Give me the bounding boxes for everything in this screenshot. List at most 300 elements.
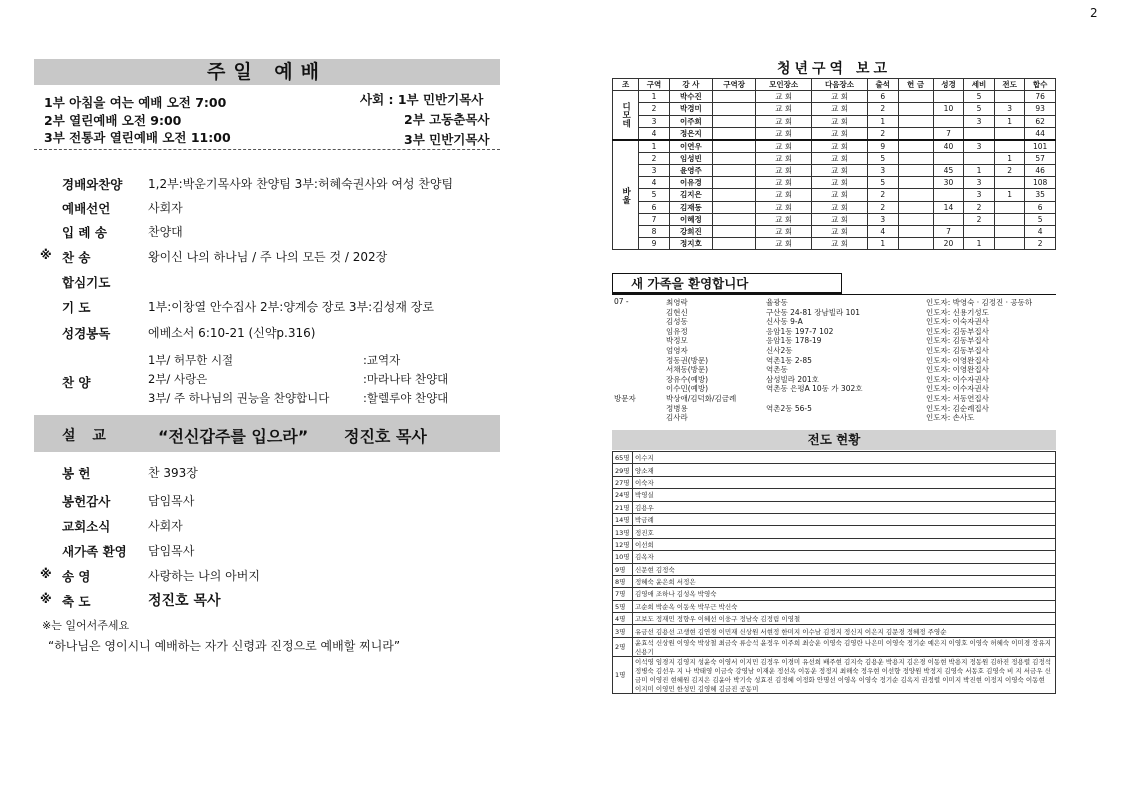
evangelism-count: 3명 xyxy=(613,625,633,637)
table-cell xyxy=(898,213,933,225)
evangelism-count: 29명 xyxy=(613,464,633,476)
table-cell: 이주희 xyxy=(669,115,712,127)
table-cell xyxy=(933,213,964,225)
table-cell: 교 회 xyxy=(812,238,868,250)
table-cell xyxy=(964,225,995,237)
table-header: 합수 xyxy=(1025,79,1056,91)
list-item xyxy=(614,335,1058,345)
table-cell xyxy=(933,189,964,201)
list-item xyxy=(614,383,1058,393)
order-value: 사회자 xyxy=(148,201,183,215)
order-item xyxy=(40,296,510,318)
welcome-divider xyxy=(612,294,1056,295)
table-row xyxy=(613,213,1056,225)
service-leader-3: 3부 민반기목사 xyxy=(404,132,490,147)
table-cell: 2 xyxy=(639,152,670,164)
table-cell: 1 xyxy=(639,140,670,153)
table-row xyxy=(613,563,1056,575)
table-cell: 2 xyxy=(994,164,1025,176)
table-row xyxy=(613,140,1056,153)
new-family-list xyxy=(614,297,1058,422)
table-cell xyxy=(964,152,995,164)
table-cell: 3 xyxy=(639,164,670,176)
order-label: 입 례 송 xyxy=(62,225,107,240)
order-item xyxy=(40,462,510,484)
table-cell: 김지은 xyxy=(669,189,712,201)
table-cell: 교 회 xyxy=(812,115,868,127)
table-cell: 교 회 xyxy=(756,213,812,225)
table-cell: 2 xyxy=(867,127,898,140)
table-cell: 교 회 xyxy=(756,91,812,103)
welcome-addr: 신사2동 xyxy=(766,345,793,355)
evangelism-names: 신문현 김정숙 xyxy=(633,563,1056,575)
table-cell xyxy=(713,152,756,164)
order-value: 정진호 목사 xyxy=(148,593,221,609)
welcome-name: 이수민(예방) xyxy=(666,384,709,394)
welcome-addr: 역촌2동 56-5 xyxy=(766,403,812,413)
table-header: 구역 xyxy=(639,79,670,91)
table-row xyxy=(613,91,1056,103)
table-header: 전도 xyxy=(994,79,1025,91)
welcome-guide: 인도자: 김동부집사 xyxy=(926,326,989,336)
welcome-guide: 인도자: 신용기성도 xyxy=(926,307,989,317)
table-cell xyxy=(898,177,933,189)
table-row xyxy=(613,464,1056,476)
table-cell: 1 xyxy=(994,152,1025,164)
table-cell xyxy=(994,213,1025,225)
table-cell: 교 회 xyxy=(812,140,868,153)
table-cell xyxy=(713,115,756,127)
list-item xyxy=(614,364,1058,374)
evangelism-count: 13명 xyxy=(613,526,633,538)
table-cell: 4 xyxy=(867,225,898,237)
table-cell: 이연우 xyxy=(669,140,712,153)
table-cell: 교 회 xyxy=(756,177,812,189)
table-cell xyxy=(898,225,933,237)
list-item xyxy=(614,355,1058,365)
table-row xyxy=(613,526,1056,538)
welcome-name: 김현신 xyxy=(666,307,688,317)
table-cell: 45 xyxy=(933,164,964,176)
table-cell: 정은지 xyxy=(669,127,712,140)
table-cell: 1 xyxy=(964,164,995,176)
table-cell: 1 xyxy=(639,91,670,103)
evangelism-count: 10명 xyxy=(613,551,633,563)
list-item xyxy=(614,297,1058,307)
table-cell: 이혜정 xyxy=(669,213,712,225)
order-value: 1부:이창열 안수집사 2부:양계승 장로 3부:김성재 장로 xyxy=(148,300,434,314)
table-cell: 7 xyxy=(933,225,964,237)
welcome-name: 박정모 xyxy=(666,336,688,346)
table-cell: 교 회 xyxy=(812,152,868,164)
table-header: 성경 xyxy=(933,79,964,91)
scripture-verse: “하나님은 영이시니 예배하는 자가 신령과 진정으로 예배할 찌니라” xyxy=(48,639,401,653)
table-cell xyxy=(713,238,756,250)
list-item xyxy=(614,316,1058,326)
table-row xyxy=(613,452,1056,464)
table-cell: 교 회 xyxy=(812,91,868,103)
order-value: 찬양대 xyxy=(148,225,183,239)
evangelism-count: 12명 xyxy=(613,538,633,550)
table-cell: 8 xyxy=(639,225,670,237)
table-header: 세비 xyxy=(964,79,995,91)
table-cell xyxy=(898,103,933,115)
evangelism-names: 유금선 김용선 고생현 김연경 이민재 신상원 서현정 한미지 이수남 김정지 정신지 이은지 김문경 정혜정 주영순 xyxy=(633,625,1056,637)
table-cell: 교 회 xyxy=(756,115,812,127)
table-header: 강 사 xyxy=(669,79,712,91)
welcome-addr: 역촌동 은평A 10동 가 302호 xyxy=(766,384,863,394)
order-label: 경배와찬양 xyxy=(62,177,123,192)
youth-report-title: 청년구역 보고 xyxy=(776,61,892,77)
welcome-name: 김사라 xyxy=(666,413,688,423)
table-cell: 3 xyxy=(964,115,995,127)
table-cell xyxy=(713,140,756,153)
order-label: 송 영 xyxy=(62,569,91,584)
welcome-addr: 역촌1동 2-85 xyxy=(766,355,812,365)
order-value: 담임목사 xyxy=(148,494,195,508)
table-cell: 2 xyxy=(867,189,898,201)
table-cell: 1 xyxy=(994,189,1025,201)
table-cell: 정지호 xyxy=(669,238,712,250)
table-cell: 박경미 xyxy=(669,103,712,115)
sermon-bar xyxy=(34,415,500,452)
table-cell: 박수진 xyxy=(669,91,712,103)
welcome-name: 정병용 xyxy=(666,403,688,413)
evangelism-count: 7명 xyxy=(613,588,633,600)
table-row xyxy=(613,476,1056,488)
table-row xyxy=(613,164,1056,176)
table-row xyxy=(613,656,1056,693)
table-cell: 1 xyxy=(964,238,995,250)
order-label: 찬 송 xyxy=(62,250,91,265)
evangelism-count: 65명 xyxy=(613,452,633,464)
table-cell xyxy=(994,140,1025,153)
order-label: 기 도 xyxy=(62,300,91,315)
welcome-name: 임유정 xyxy=(666,326,688,336)
table-cell: 2 xyxy=(964,213,995,225)
table-row xyxy=(613,551,1056,563)
evangelism-count: 24명 xyxy=(613,489,633,501)
welcome-guide: 인도자: 이수자권사 xyxy=(926,384,989,394)
table-cell: 108 xyxy=(1025,177,1056,189)
order-label: 예배선언 xyxy=(62,201,111,216)
table-cell: 40 xyxy=(933,140,964,153)
welcome-date: 방문자 xyxy=(614,393,636,403)
evangelism-title: 전도 현황 xyxy=(612,430,1056,450)
table-cell: 2 xyxy=(964,201,995,213)
welcome-guide: 인도자: 이영완집사 xyxy=(926,355,989,365)
order-label: 봉 헌 xyxy=(62,466,91,481)
evangelism-names: 김영애 조하나 김성옥 박영숙 xyxy=(633,588,1056,600)
table-cell xyxy=(933,152,964,164)
table-cell xyxy=(898,127,933,140)
table-cell: 6 xyxy=(1025,201,1056,213)
welcome-guide: 인도자: 이숙자권사 xyxy=(926,317,989,327)
sermon-label: 설 교 xyxy=(62,428,112,444)
table-cell: 김재동 xyxy=(669,201,712,213)
table-cell xyxy=(994,127,1025,140)
table-header: 구역장 xyxy=(713,79,756,91)
sermon-preacher: 정진호 목사 xyxy=(344,427,427,446)
order-item xyxy=(40,540,510,562)
evangelism-count: 4명 xyxy=(613,613,633,625)
service-time-2: 2부 열린예배 오전 9:00 xyxy=(44,113,182,128)
table-row xyxy=(613,625,1056,637)
order-value: 찬 393장 xyxy=(148,466,198,480)
order-label: 축 도 xyxy=(62,594,91,609)
anthem-label: 찬 양 xyxy=(62,375,91,390)
table-cell xyxy=(933,115,964,127)
table-cell: 교 회 xyxy=(756,164,812,176)
table-cell: 4 xyxy=(1025,225,1056,237)
table-cell xyxy=(898,152,933,164)
welcome-name: 김성동 xyxy=(666,317,688,327)
table-cell: 5 xyxy=(867,152,898,164)
order-label: 성경봉독 xyxy=(62,326,111,341)
table-cell xyxy=(994,91,1025,103)
table-cell xyxy=(898,238,933,250)
evangelism-names: 김용우 xyxy=(633,501,1056,513)
list-item xyxy=(614,412,1058,422)
table-cell: 3 xyxy=(964,177,995,189)
welcome-name: 서채동(방문) xyxy=(666,365,709,375)
page-number: 2 xyxy=(1090,6,1098,20)
evangelism-count: 2명 xyxy=(613,637,633,656)
table-cell: 35 xyxy=(1025,189,1056,201)
table-cell: 5 xyxy=(964,91,995,103)
table-cell: 교 회 xyxy=(812,177,868,189)
table-cell xyxy=(713,127,756,140)
list-item xyxy=(614,393,1058,403)
table-cell: 교 회 xyxy=(756,201,812,213)
table-row xyxy=(613,201,1056,213)
service-time-1: 1부 아침을 여는 예배 오전 7:00 xyxy=(44,95,227,110)
table-cell: 교 회 xyxy=(756,127,812,140)
order-item: ※ 찬 송 왕이신 나의 하나님 / 주 나의 모든 것 / 202장 xyxy=(40,248,388,265)
table-cell: 4 xyxy=(639,177,670,189)
table-cell xyxy=(964,127,995,140)
welcome-addr: 역촌동 xyxy=(766,365,788,375)
table-row xyxy=(613,600,1056,612)
table-header: 헌 금 xyxy=(898,79,933,91)
evangelism-count: 5명 xyxy=(613,600,633,612)
evangelism-names: 이숙자 xyxy=(633,476,1056,488)
evangelism-names: 박영실 xyxy=(633,489,1056,501)
table-cell xyxy=(994,201,1025,213)
table-row xyxy=(613,225,1056,237)
table-cell: 14 xyxy=(933,201,964,213)
table-cell: 7 xyxy=(639,213,670,225)
table-cell xyxy=(713,91,756,103)
table-row xyxy=(613,152,1056,164)
evangelism-count: 1명 xyxy=(613,656,633,693)
table-cell xyxy=(713,189,756,201)
welcome-addr: 신사동 9-A xyxy=(766,317,803,327)
order-item xyxy=(40,173,510,195)
welcome-date: 07 - xyxy=(614,297,629,306)
table-cell xyxy=(713,225,756,237)
table-row xyxy=(613,637,1056,656)
table-row xyxy=(613,127,1056,140)
table-cell: 이유경 xyxy=(669,177,712,189)
order-item xyxy=(40,515,510,537)
welcome-guide: 인도자: 김동부집사 xyxy=(926,336,989,346)
order-label: 합심기도 xyxy=(62,275,111,290)
table-row xyxy=(613,103,1056,115)
evangelism-names: 양소재 xyxy=(633,464,1056,476)
table-cell xyxy=(713,177,756,189)
table-cell: 3 xyxy=(639,115,670,127)
service-time-3: 3부 전통과 열린예배 오전 11:00 xyxy=(44,130,231,145)
welcome-addr: 삼성빌라 201호 xyxy=(766,374,819,384)
table-cell xyxy=(713,164,756,176)
table-cell: 1 xyxy=(867,238,898,250)
table-row xyxy=(613,177,1056,189)
table-cell: 교 회 xyxy=(756,189,812,201)
table-cell xyxy=(898,164,933,176)
list-item xyxy=(614,403,1058,413)
table-cell: 3 xyxy=(964,189,995,201)
table-cell xyxy=(898,115,933,127)
worship-title: 주일 예배 xyxy=(34,59,500,85)
table-cell xyxy=(994,238,1025,250)
order-item: ※ 송 영 사랑하는 나의 아버지 xyxy=(40,567,260,584)
table-row xyxy=(613,513,1056,525)
table-row xyxy=(613,238,1056,250)
order-value: 사회자 xyxy=(148,519,183,533)
order-item xyxy=(40,271,510,293)
welcome-guide: 인도자: 박영숙 · 김정진 · 공동하 xyxy=(926,298,1033,307)
evangelism-count: 9명 xyxy=(613,563,633,575)
table-cell: 5 xyxy=(1025,213,1056,225)
table-cell: 6 xyxy=(639,201,670,213)
evangelism-names: 고보도 정재민 정향우 이혜선 이웅구 정남숙 김정림 이영철 xyxy=(633,613,1056,625)
order-value: 에베소서 6:10-21 (신약p.316) xyxy=(148,326,316,340)
service-leader-2: 2부 고동춘목사 xyxy=(404,112,490,127)
order-label: 새가족 환영 xyxy=(62,544,127,559)
table-cell: 3 xyxy=(867,164,898,176)
evangelism-count: 21명 xyxy=(613,501,633,513)
table-row xyxy=(613,588,1056,600)
evangelism-count: 8명 xyxy=(613,575,633,587)
welcome-guide: 인도자: 손사도 xyxy=(926,413,975,423)
order-value: 사랑하는 나의 아버지 xyxy=(148,569,260,583)
order-label: 교회소식 xyxy=(62,519,111,534)
table-cell xyxy=(898,189,933,201)
table-cell: 57 xyxy=(1025,152,1056,164)
table-cell: 10 xyxy=(933,103,964,115)
table-cell: 5 xyxy=(867,177,898,189)
order-item: ※ 축 도 정진호 목사 xyxy=(40,592,221,609)
table-cell: 교 회 xyxy=(756,238,812,250)
evangelism-count: 14명 xyxy=(613,513,633,525)
welcome-name: 박상애/김덕화/김금례 xyxy=(666,393,737,403)
order-item xyxy=(40,221,510,243)
table-cell: 교 회 xyxy=(756,152,812,164)
table-cell: 76 xyxy=(1025,91,1056,103)
table-cell: 교 회 xyxy=(812,201,868,213)
divider xyxy=(34,149,500,150)
table-cell: 4 xyxy=(639,127,670,140)
table-cell: 교 회 xyxy=(756,140,812,153)
welcome-name: 엄영자 xyxy=(666,345,688,355)
order-item xyxy=(40,490,510,512)
table-cell: 101 xyxy=(1025,140,1056,153)
list-item xyxy=(614,374,1058,384)
table-row xyxy=(613,501,1056,513)
order-item xyxy=(40,197,510,219)
table-cell: 6 xyxy=(867,91,898,103)
table-cell: 3 xyxy=(994,103,1025,115)
welcome-title: 새 가족을 환영합니다 xyxy=(612,273,842,294)
table-cell xyxy=(713,201,756,213)
evangelism-names: 박금례 xyxy=(633,513,1056,525)
table-cell: 44 xyxy=(1025,127,1056,140)
welcome-addr: 응암1동 178-19 xyxy=(766,336,822,346)
table-cell xyxy=(898,140,933,153)
list-item xyxy=(614,307,1058,317)
table-cell: 강희진 xyxy=(669,225,712,237)
welcome-guide: 인도자: 김동부집사 xyxy=(926,345,989,355)
table-cell: 1 xyxy=(867,115,898,127)
table-cell: 교 회 xyxy=(812,225,868,237)
table-row xyxy=(613,489,1056,501)
table-cell: 3 xyxy=(867,213,898,225)
table-cell: 46 xyxy=(1025,164,1056,176)
table-cell: 9 xyxy=(639,238,670,250)
standing-note: ※는 일어서주세요 xyxy=(42,619,130,632)
table-cell: 62 xyxy=(1025,115,1056,127)
table-cell: 5 xyxy=(964,103,995,115)
table-cell xyxy=(713,213,756,225)
evangelism-table xyxy=(612,451,1056,694)
welcome-addr: 응암1동 197-7 102 xyxy=(766,326,834,336)
table-cell: 9 xyxy=(867,140,898,153)
table-cell: 윤영주 xyxy=(669,164,712,176)
group-name: 디모데 xyxy=(613,91,639,140)
welcome-guide: 인도자: 이수자권사 xyxy=(926,374,989,384)
evangelism-count: 27명 xyxy=(613,476,633,488)
welcome-addr: 구산동 24-81 장남빌라 101 xyxy=(766,307,860,317)
order-value: 담임목사 xyxy=(148,544,195,558)
welcome-name: 장유수(예방) xyxy=(666,374,709,384)
table-row xyxy=(613,613,1056,625)
evangelism-names: 김옥자 xyxy=(633,551,1056,563)
evangelism-names: 정혜숙 윤은희 서정은 xyxy=(633,575,1056,587)
table-cell: 20 xyxy=(933,238,964,250)
table-cell: 3 xyxy=(964,140,995,153)
table-cell: 교 회 xyxy=(756,225,812,237)
table-header: 조 xyxy=(613,79,639,91)
sermon-title: “전신갑주를 입으라” xyxy=(158,427,309,446)
evangelism-names: 윤효석 신상원 이영숙 박상철 최금숙 류승석 윤정우 이주희 최승운 이영숙 김영란 나은미 이영숙 정기순 예은지 이영호 이영숙 허혜숙 이미경 장유지 신용기 xyxy=(633,637,1056,656)
welcome-guide: 인도자: 이영완집사 xyxy=(926,365,989,375)
table-cell: 93 xyxy=(1025,103,1056,115)
table-cell: 2 xyxy=(867,103,898,115)
welcome-name: 최영락 xyxy=(666,298,688,307)
table-row xyxy=(613,115,1056,127)
table-cell: 교 회 xyxy=(812,213,868,225)
order-value: 왕이신 나의 하나님 / 주 나의 모든 것 / 202장 xyxy=(148,250,388,264)
welcome-name: 정동권(방문) xyxy=(666,355,709,365)
list-item xyxy=(614,345,1058,355)
table-cell xyxy=(713,103,756,115)
service-leader-1: 사회 : 1부 민반기목사 xyxy=(360,92,484,107)
table-cell: 2 xyxy=(867,201,898,213)
table-cell: 5 xyxy=(639,189,670,201)
group-name: 바울 xyxy=(613,140,639,250)
table-cell: 교 회 xyxy=(812,189,868,201)
